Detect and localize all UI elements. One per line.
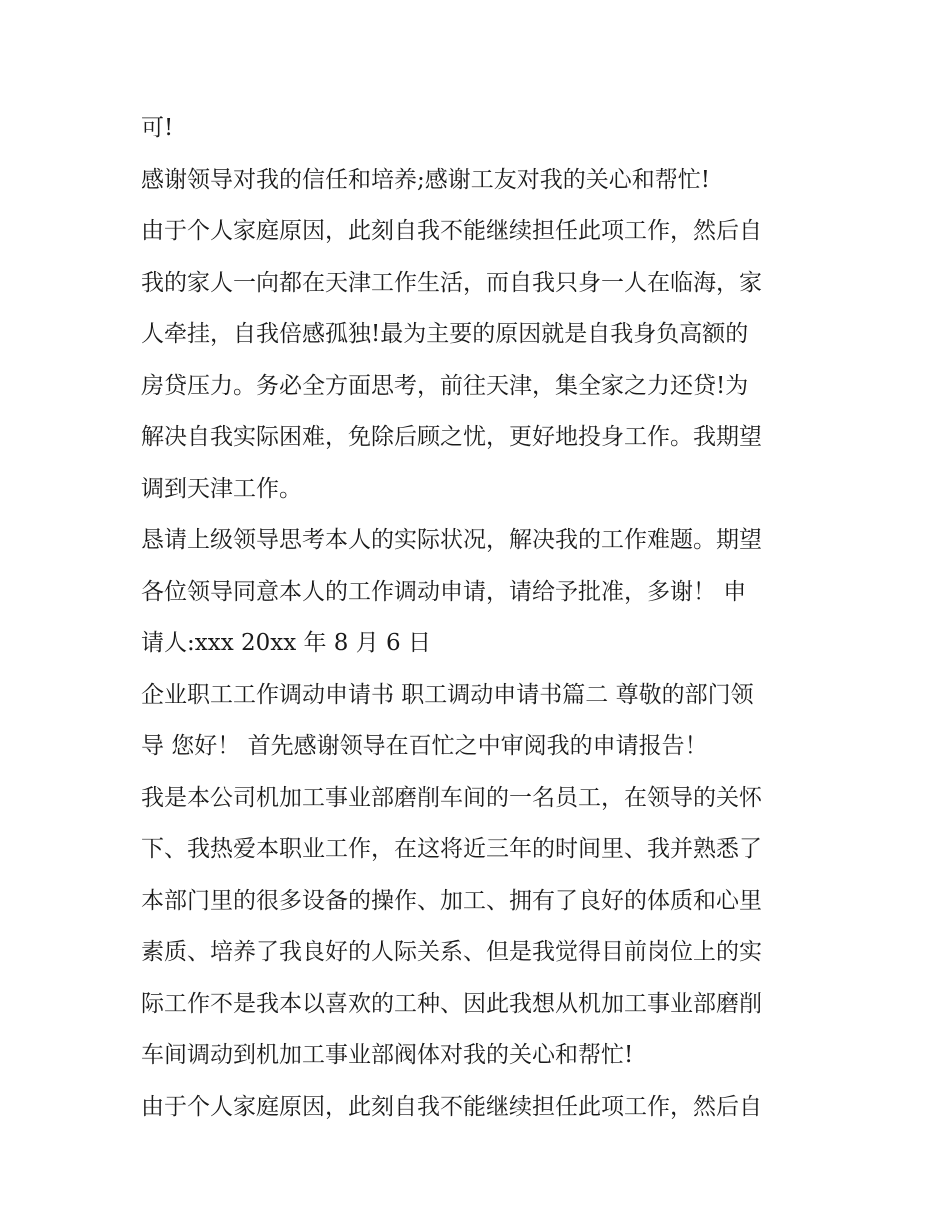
text-line: 调到天津工作。 xyxy=(141,475,302,502)
document-body xyxy=(141,103,821,1133)
text-line: 由于个人家庭原因，此刻自我不能继续担任此项工作，然后自 xyxy=(141,1093,762,1120)
text-line: 下、我热爱本职业工作，在这将近三年的时间里、我并熟悉了 xyxy=(141,836,762,862)
text-line: 际工作不是我本以喜欢的工种、因此我想从机加工事业部磨削 xyxy=(141,990,762,1017)
text-line: 我是本公司机加工事业部磨削车间的一名员工，在领导的关怀 xyxy=(141,784,762,811)
text-line: 导 您好！ 首先感谢领导在百忙之中审阅我的申请报告！ xyxy=(141,733,708,759)
text-line: 由于个人家庭原因，此刻自我不能继续担任此项工作，然后自 xyxy=(141,218,762,244)
text-line: 感谢领导对我的信任和培养;感谢工友对我的关心和帮忙! xyxy=(141,166,710,193)
text-line: 房贷压力。务必全方面思考，前往天津，集全家之力还贷!为 xyxy=(141,372,749,399)
text-line: 我的家人一向都在天津工作生活，而自我只身一人在临海，家 xyxy=(141,269,762,296)
text-line: 可! xyxy=(141,115,174,141)
text-line: 恳请上级领导思考本人的实际状况，解决我的工作难题。期望 xyxy=(141,527,762,553)
text-line: 企业职工工作调动申请书 职工调动申请书篇二 尊敬的部门领 xyxy=(141,681,754,708)
text-line: 解决自我实际困难，免除后顾之忧，更好地投身工作。我期望 xyxy=(141,424,762,450)
text-line: 素质、培养了我良好的人际关系、但是我觉得目前岗位上的实 xyxy=(141,939,762,965)
text-line: 请人:xxx 20xx 年 8 月 6 日 xyxy=(141,630,432,656)
text-line: 各位领导同意本人的工作调动申请，请给予批准，多谢！ 申 xyxy=(141,578,747,605)
text-line: 车间调动到机加工事业部阀体对我的关心和帮忙! xyxy=(141,1042,634,1068)
text-line: 人牵挂，自我倍感孤独!最为主要的原因就是自我身负高额的 xyxy=(141,321,749,347)
text-line: 本部门里的很多设备的操作、加工、拥有了良好的体质和心里 xyxy=(141,887,762,914)
